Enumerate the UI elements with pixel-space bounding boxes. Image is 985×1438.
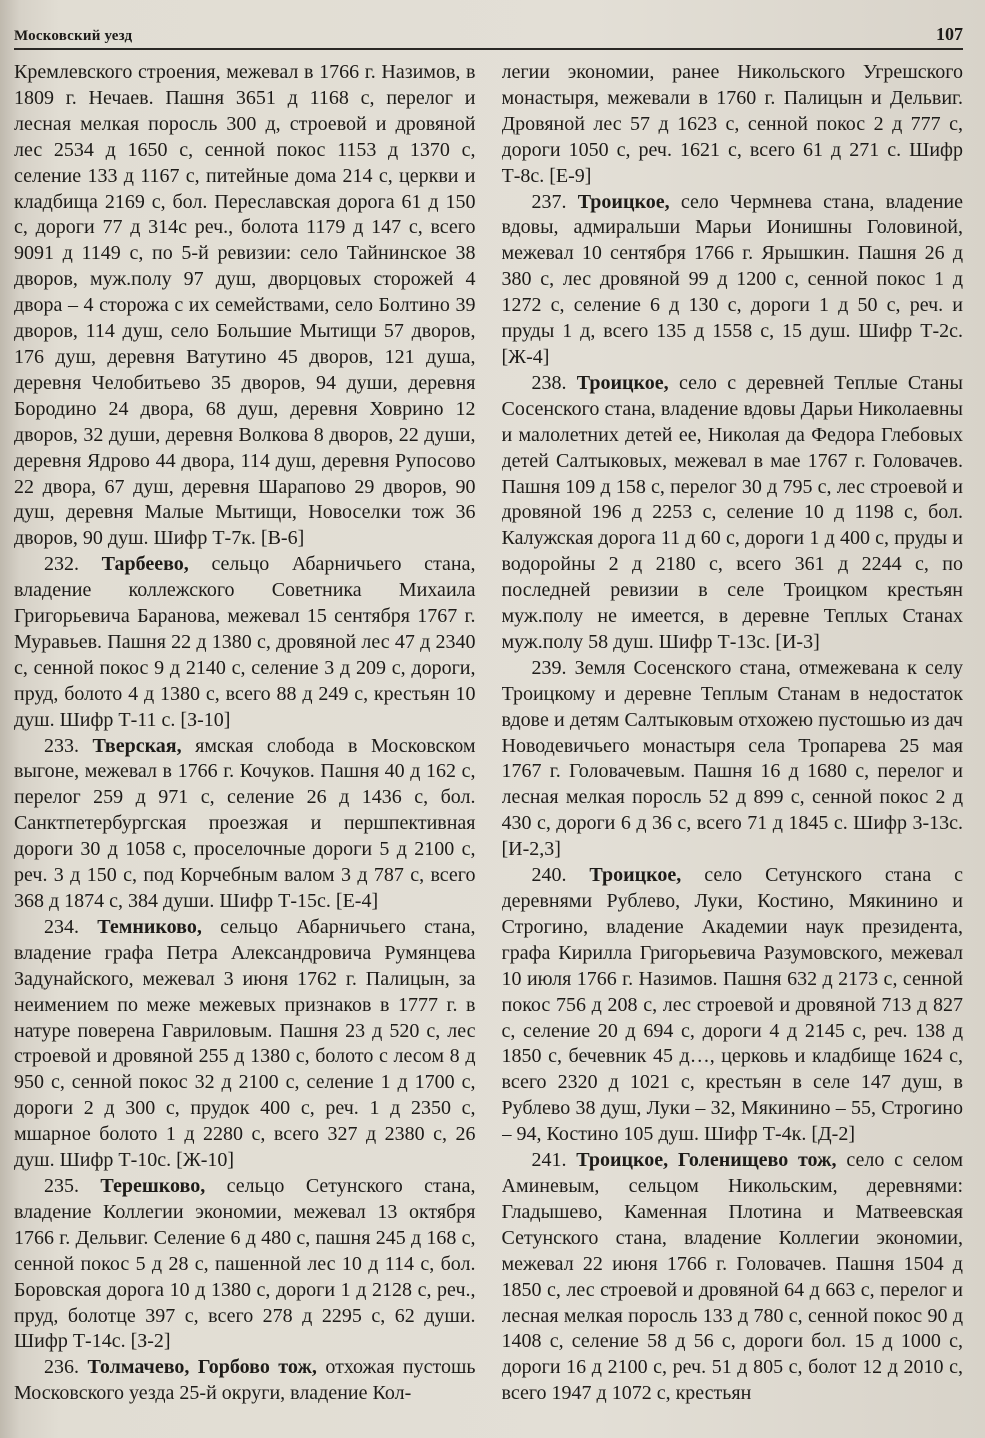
entry-text: легии экономии, ранее Никольского Угрешского монастыря, межевали в 1760 г. Палицын и Дельвиг. Дровяной лес 57 д 1623 с, сенной покос 2 д 777 с, дороги 1050 с, реч. 1621 с, всего 61 д 271 с. Шифр Т-8с. [Е-9] [501,61,963,187]
entry-number: 240. [531,864,567,887]
entry-236 [14,1355,476,1407]
entry-continuation [502,60,964,190]
entry-text: село Чермнева стана, владение вдовы, адмиральши Марьи Ионишны Головиной, межевал 10 сентября 1766 г. Ярышкин. Пашня 26 д 380 с, лес дровяной 99 д 1200 с, сенной покос 1 д 1272 с, селение 6 д 130 с, дороги 1 д 50 с, реч. и пруды 1 д, всего 135 д 1558 с, 15 душ. Шифр Т-2с. [Ж-4] [501,190,963,368]
entry-text: сельцо Абарничьего стана, владение коллежского Советника Михаила Григорьевича Баранова, межевал 15 сентября 1767 г. Муравьев. Пашня 22 д 1380 с, дровяной лес 47 д 2340 с, сенной покос 9 д 2140 с, селение 3 д 209 с, дороги, пруд, болото 4 д 1380 с, всего 88 д 249 с, крестьян 10 душ. Шифр Т-11 с. [З-10] [14,553,476,731]
entry-number: 239. [531,656,567,679]
entry-text: Земля Сосенского стана, отмежевана к селу Троицкому и деревне Теплым Станам в недостаток вдове и детям Салтыковым отхожею пустошью из дач Новодевичьего монастыря села Тропарева 25 мая 1767 г. Головачевым. Пашня 16 д 1680 с, перелог и лесная мелкая поросль 52 д 899 с, сенной покос 2 д 430 с, дороги 6 д 36 с, всего 71 д 1845 с. Шифр 3-13с. [И-2,3] [501,656,963,861]
entry-title: Троицкое, [576,371,669,394]
entry-title: Троицкое, [589,864,682,887]
entry-title: Толмачево, Горбово тож, [87,1356,317,1379]
entry-233 [14,734,476,915]
entry-title: Тарбеево, [101,553,189,576]
entry-text: село Сетунского стана с деревнями Рублево, Луки, Костино, Мякинино и Строгино, владение Академии наук президента, графа Кирилла Григорьевича Разумовского, межевал 10 июля 1766 г. Назимов. Пашня 632 д 2173 с, сенной покос 756 д 208 с, лес строевой и дровяной 713 д 827 с, селение 20 д 694 с, дороги 4 д 2145 с, реч. 138 д 1850 с, бечевник 45 д…, церковь и кладбище 1624 с, всего 2320 д 1021 с, крестьян в селе 147 душ, в Рублево 38 душ, Луки – 32, Мякинино – 55, Строгино – 94, Костино 105 душ. Шифр Т-4к. [Д-2] [501,864,963,1146]
entry-number: 232. [44,553,79,576]
entry-238 [502,371,964,656]
entry-number: 235. [44,1174,79,1197]
entry-title: Темниково, [97,915,202,938]
entry-number: 241. [531,1149,567,1172]
entry-235 [14,1174,476,1355]
entry-text: Кремлевского строения, межевал в 1766 г. Назимов, в 1809 г. Нечаев. Пашня 3651 д 1168 с, перелог и лесная мелкая поросль 300 д, строевой и дровяной лес 2534 д 1650 с, сенной покос 1153 д 1370 с, селение 133 д 1167 с, питейные дома 214 с, церкви и кладбища 2169 с, бол. Переславская дорога 61 д 150 с, дороги 77 д 314с реч., болота 1179 д 147 с, всего 9091 д 1149 с, по 5-й ревизии: село Тайнинское 38 дворов, муж.полу 97 душ, дворцовых сторожей 4 двора – 4 сторожа с их семействами, село Болтино 39 дворов, 114 душ, село Большие Мытищи 57 дворов, 176 душ, деревня Ватутино 45 дворов, 121 душа, деревня Челобитьево 35 дворов, 94 души, деревня Бородино 24 двора, 68 душ, деревня Ховрино 12 дворов, 32 души, деревня Волкова 8 дворов, 22 души, деревня Ядрово 44 двора, 114 душ, деревня Рупосово 22 двора, 67 душ, деревня Шарапово 29 дворов, 90 душ, деревня Малые Мытищи, Новоселки тож 36 дворов, 90 душ. Шифр Т-7к. [В-6] [14,61,476,550]
entry-number: 238. [531,371,567,394]
entry-text: село с селом Аминевым, сельцом Никольским, деревнями: Гладышево, Каменная Плотина и Матвеевская Сетунского стана, владение Коллегии экономии, межевал 22 июня 1766 г. Головачев. Пашня 1504 д 1850 с, лес строевой и дровяной 64 д 663 с, перелог и лесная мелкая поросль 133 д 780 с, сенной покос 90 д 1408 с, селение 58 д 56 с, дороги бол. 15 д 1000 с, дороги 16 д 2100 с, реч. 51 д 805 с, болот 12 д 2010 с, всего 1947 д 1072 с, крестьян [501,1149,963,1405]
entry-text: сельцо Сетунского стана, владение Коллегии экономии, межевал 13 октября 1766 г. Дельвиг. Селение 6 д 480 с, пашня 245 д 168 с, сенной покос 5 д 28 с, пашенной лес 10 д 114 с, бол. Боровская дорога 10 д 1380 с, дороги 1 д 2128 с, реч., пруд, болотце 397 с, всего 278 д 2295 с, 62 души. Шифр Т-14с. [З-2] [14,1174,476,1353]
entry-239 [502,656,964,863]
right-column [502,60,964,1432]
entry-continuation [14,60,476,552]
running-head: Московский уезд [14,28,133,44]
entry-number: 234. [44,915,79,938]
page-header [14,18,963,50]
left-column [14,60,476,1432]
page-number: 107 [936,24,963,44]
entry-title: Троицкое, Голенищево тож, [576,1149,837,1172]
entry-title: Тверская, [92,734,182,757]
entry-text: сельцо Абарничьего стана, владение графа Петра Александровича Румянцева Задунайского, межевал 3 июня 1762 г. Палицын, за неимением по меже межевых признаков в 1777 г. в натуре поверена Гавриловым. Пашня 23 д 520 с, лес строевой и дровяной 255 д 1380 с, болото с лесом 8 д 950 с, сенной покос 32 д 2100 с, селение 1 д 1700 с, дороги 2 д 300 с, прудок 400 с, реч. 1 д 2350 с, мшарное болото 1 д 2280 с, всего 327 д 2380 с, 26 душ. Шифр Т-10с. [Ж-10] [14,915,476,1172]
entry-text: село с деревней Теплые Станы Сосенского стана, владение вдовы Дарьи Николаевны и малолетних детей ее, Николая да Федора Глебовых детей Салтыковых, межевал в мае 1767 г. Головачев. Пашня 109 д 158 с, перелог 30 д 795 с, лес строевой и дровяной 196 д 2253 с, селение 10 д 1198 с, бол. Калужская дорога 11 д 60 с, дороги 1 д 400 с, пруды и водоройны 2 д 2180 с, всего 361 д 2244 с, по последней ревизии в селе Троицком крестьян муж.полу не имеется, в деревне Теплых Станах муж.полу 58 душ. Шифр Т-13с. [И-3] [501,371,963,653]
entry-number: 237. [531,190,567,213]
entry-240 [502,863,964,1148]
entry-232 [14,552,476,733]
entry-title: Терешково, [100,1174,206,1197]
entry-number: 233. [44,734,79,757]
entry-text: отхожая пустошь Московского уезда 25-й округи, владение Кол- [14,1356,476,1405]
text-columns [14,60,963,1432]
entry-number: 236. [44,1356,79,1379]
entry-text: ямская слобода в Московском выгоне, межевал в 1766 г. Кочуков. Пашня 40 д 162 с, перелог 259 д 971 с, селение 26 д 1436 с, бол. Санктпетербургская проезжая и першпективная дороги 30 д 1058 с, проселочные дороги 5 д 2100 с, реч. 3 д 150 с, под Корчебным валом 3 д 787 с, всего 368 д 1874 с, 384 души. Шифр Т-15с. [Е-4] [14,734,476,912]
entry-234 [14,915,476,1174]
entry-241 [502,1148,964,1407]
entry-237 [502,190,964,371]
entry-title: Троицкое, [577,190,670,213]
